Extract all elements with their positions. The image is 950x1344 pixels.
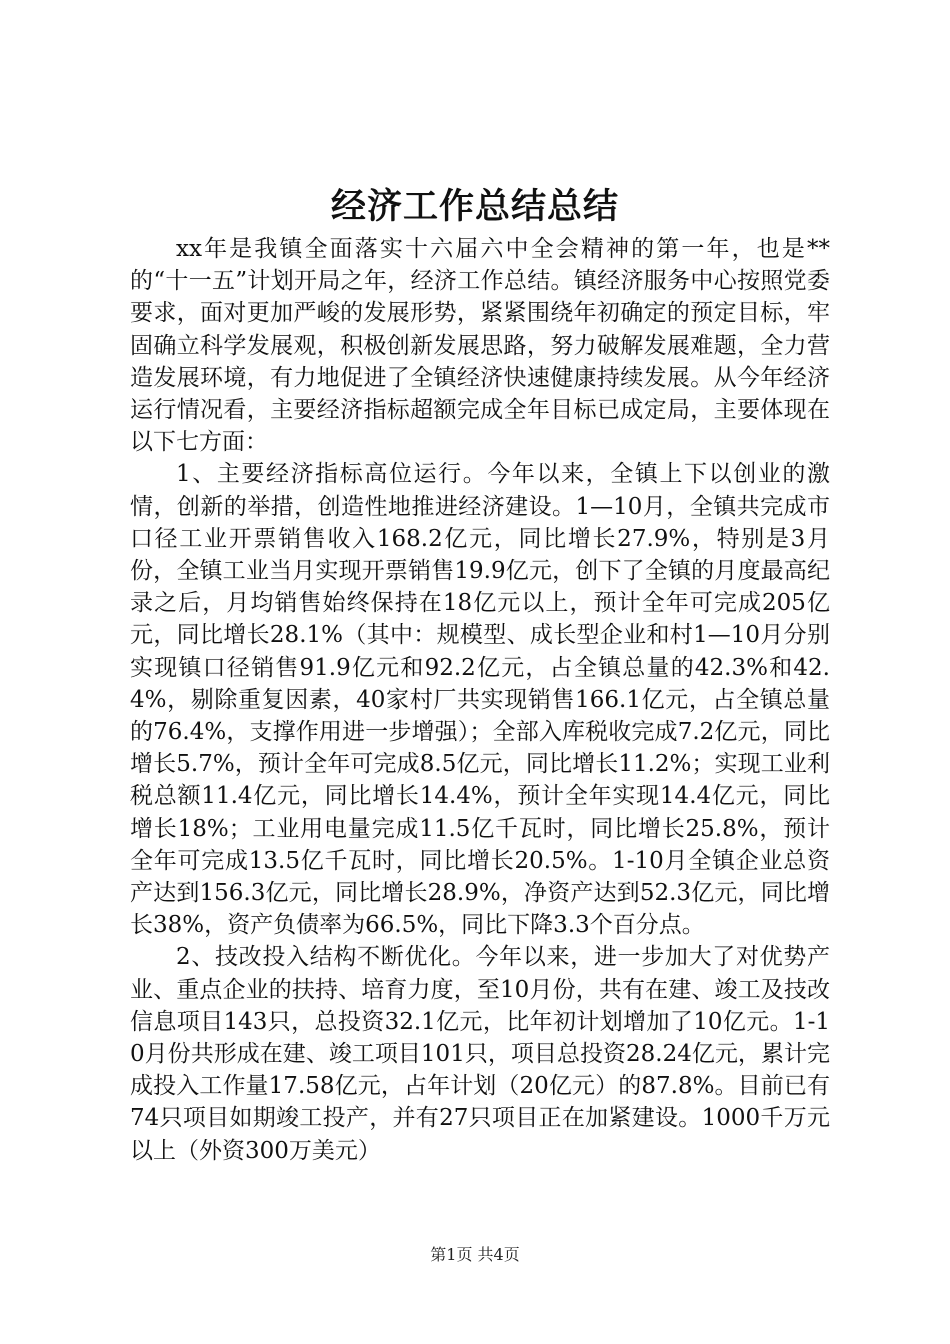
paragraph-economic-indicators: 1、主要经济指标高位运行。今年以来，全镇上下以创业的激情，创新的举措，创造性地推进经济建设。1—10月，全镇共完成市口径工业开票销售收入168.2亿元，同比增长27.9%，特别是3月份，全镇工业当月实现开票销售19.9亿元，创下了全镇的月度最高纪录之后，月均销售始终保持在18亿元以上，预计全年可完成205亿元，同比增长28.1%（其中：规模型、成长型企业和村1—10月分别实现镇口径销售91.9亿元和92.2亿元，占全镇总量的42.3%和42.4%，剔除重复因素，40家村厂共实现销售166.1亿元，占全镇总量的76.4%，支撑作用进一步增强）；全部入库税收完成7.2亿元，同比增长5.7%，预计全年可完成8.5亿元，同比增长11.2%；实现工业利税总额11.4亿元，同比增长14.4%，预计全年实现14.4亿元，同比增长18%；工业用电量完成11.5亿千瓦时，同比增长25.8%，预计全年可完成13.5亿千瓦时，同比增长20.5%。1-10月全镇企业总资产达到156.3亿元，同比增长28.9%，净资产达到52.3亿元，同比增长38%，资产负债率为66.5%，同比下降3.3个百分点。 [130,461,830,939]
paragraph-investment: 2、技改投入结构不断优化。今年以来，进一步加大了对优势产业、重点企业的扶持、培育力度，至10月份，共有在建、竣工及技改信息项目143只，总投资32.1亿元，比年初计划增加了10亿元。1-10月份共形成在建、竣工项目101只，项目总投资28.24亿元，累计完成投入工作量17.58亿元，占年计划（20亿元）的87.8%。目前已有74只项目如期竣工投产，并有27只项目正在加紧建设。1000千万元以上（外资300万美元） [130,944,830,1164]
document-title: 经济工作总结总结 [330,186,619,227]
paragraph-intro: xx年是我镇全面落实十六届六中全会精神的第一年，也是**的“十一五”计划开局之年，经济工作总结。镇经济服务中心按照党委要求，面对更加严峻的发展形势，紧紧围绕年初确定的预定目标，牢固确立科学发展观，积极创新发展思路，努力破解发展难题，全力营造发展环境，有力地促进了全镇经济快速健康持续发展。从今年经济运行情况看，主要经济指标超额完成全年目标已成定局，主要体现在以下七方面： [130,236,830,456]
page-footer: 第1页 共4页 [430,1245,520,1264]
document-body [130,233,830,1167]
